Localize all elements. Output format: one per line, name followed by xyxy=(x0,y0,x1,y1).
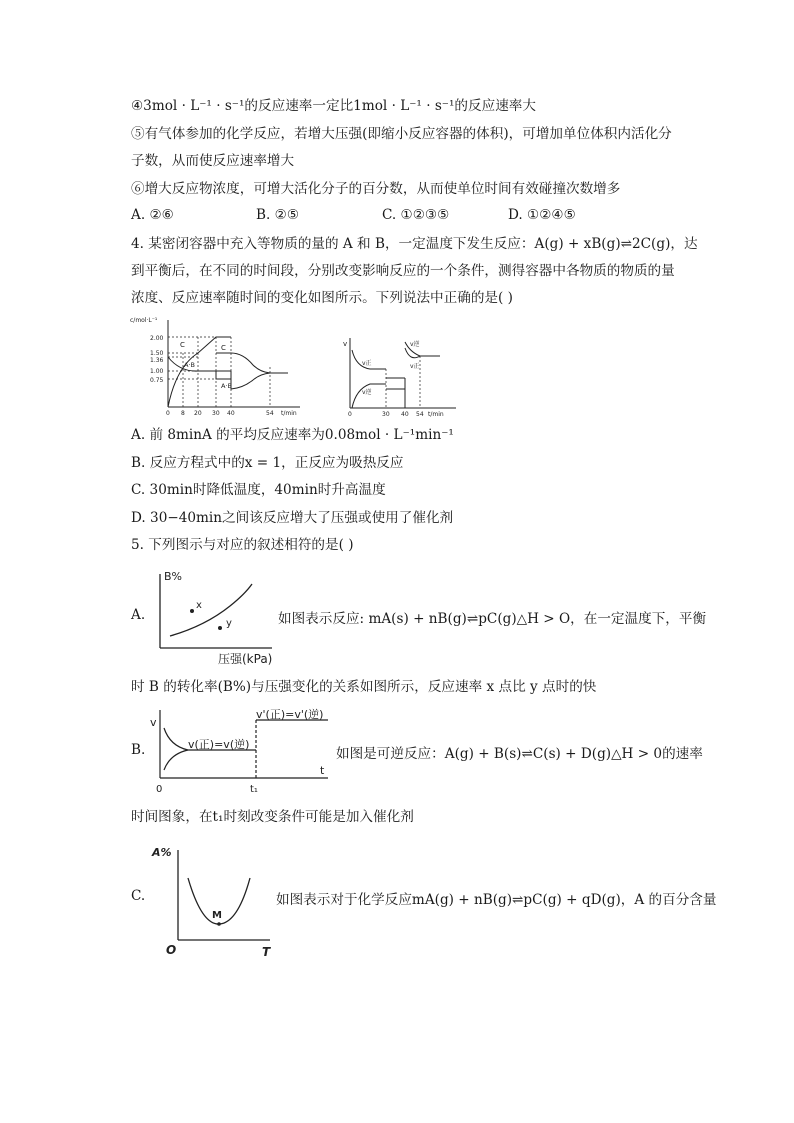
q4-stem-line1: 4. 某密闭容器中充入等物质的量的 A 和 B，一定温度下发生反应：A(g) + xB(g)⇌2C(g)，达 xyxy=(131,236,698,252)
q4-stem-line3: 浓度、反应速率随时间的变化如图所示。下列说法中正确的是( ) xyxy=(131,290,513,306)
q4-fig1-xtick: 8 xyxy=(181,410,185,417)
q5-option-c-label: C. xyxy=(131,888,146,904)
q4-fig2-xtick: 40 xyxy=(401,411,409,418)
q5-option-c-text1: 如图表示对于化学反应mA(g) + nB(g)⇌pC(g) + qD(g)，A 的百分含量 xyxy=(276,892,717,908)
item-4-text: ④3mol · L⁻¹ · s⁻¹的反应速率一定比1mol · L⁻¹ · s⁻¹的反应速率大 xyxy=(131,98,536,114)
q5-option-b-label: B. xyxy=(131,742,146,758)
q5-b-xlabel: t xyxy=(320,764,325,777)
q5-c-point-m: M xyxy=(212,910,222,921)
q5-c-graph xyxy=(150,838,278,960)
q3-option-b: B. ②⑤ xyxy=(256,207,300,223)
q4-fig1-ytick: 1.36 xyxy=(150,357,164,364)
item-5-text-line1: ⑤有气体参加的化学反应，若增大压强(即缩小反应容器的体积)，可增加单位体积内活化分 xyxy=(131,126,672,142)
q4-fig2-xtick: 54 xyxy=(416,411,424,418)
q5-stem: 5. 下列图示与对应的叙述相符的是( ) xyxy=(131,537,354,553)
q4-fig1-curve-label: C xyxy=(180,341,185,349)
q4-fig1-curve-label: A·B xyxy=(184,361,195,369)
q4-fig2-xtick: 0 xyxy=(348,411,352,418)
q5-a-point-x: x xyxy=(196,600,202,611)
q5-a-xlabel: 压强(kPa) xyxy=(218,652,273,666)
q4-fig1-xtick: 54 xyxy=(266,410,274,417)
q5-c-ylabel: A% xyxy=(152,846,172,859)
q5-b-graph xyxy=(148,706,338,802)
q5-a-ylabel: B% xyxy=(164,570,182,583)
q4-fig1-curve-label: C xyxy=(221,344,226,352)
q5-option-b-text2: 时间图象，在t₁时刻改变条件可能是加入催化剂 xyxy=(131,809,414,825)
item-5-text-line2: 子数，从而使反应速率增大 xyxy=(131,153,295,169)
q5-option-a-text2: 时 B 的转化率(B%)与压强变化的关系如图所示，反应速率 x 点比 y 点时的快 xyxy=(131,679,597,695)
q4-fig1-ytick: 2.00 xyxy=(150,335,164,342)
q4-fig1-xlabel: t/min xyxy=(281,410,297,417)
q4-fig1-ytick: 0.75 xyxy=(150,377,164,384)
q4-fig2-curve-label: v正 xyxy=(410,363,420,370)
q3-option-d: D. ①②④⑤ xyxy=(508,207,576,223)
q5-b-ylabel: v xyxy=(150,716,157,729)
q4-fig2-curve-label: v逆 xyxy=(362,389,372,396)
q4-fig2-xtick: 30 xyxy=(382,411,390,418)
q5-a-point-y: y xyxy=(226,618,232,629)
q4-option-d: D. 30−40min之间该反应增大了压强或使用了催化剂 xyxy=(131,510,454,526)
item-6-text: ⑥增大反应物浓度，可增大活化分子的百分数，从而使单位时间有效碰撞次数增多 xyxy=(131,181,621,197)
q3-option-a: A. ②⑥ xyxy=(131,207,174,223)
q4-fig1-xtick: 0 xyxy=(166,410,170,417)
q4-concentration-graph xyxy=(128,312,306,418)
q5-b-equilibrium-label: v(正)=v(逆) xyxy=(188,738,250,751)
q4-option-c: C. 30min时降低温度，40min时升高温度 xyxy=(131,482,386,498)
q4-fig1-curve-label: A·B xyxy=(221,382,232,390)
q3-option-c: C. ①②③⑤ xyxy=(382,207,450,223)
q4-fig1-xtick: 30 xyxy=(212,410,220,417)
q4-option-b: B. 反应方程式中的x = 1，正反应为吸热反应 xyxy=(131,455,404,471)
q4-fig1-ytick: 1.00 xyxy=(150,368,164,375)
q4-fig2-curve-label: v正 xyxy=(362,360,372,367)
q5-a-graph xyxy=(150,566,280,668)
q4-fig1-xtick: 40 xyxy=(227,410,235,417)
q4-option-a: A. 前 8minA 的平均反应速率为0.08mol · L⁻¹min⁻¹ xyxy=(131,427,454,443)
q4-stem-line2: 到平衡后，在不同的时间段，分别改变影响反应的一个条件，测得容器中各物质的物质的量 xyxy=(131,263,675,279)
q5-c-origin: O xyxy=(166,943,177,957)
q5-option-a-text1: 如图表示反应: mA(s) + nB(g)⇌pC(g)△H > O，在一定温度下，平衡 xyxy=(278,611,707,627)
q5-c-xlabel: T xyxy=(262,945,271,959)
q5-b-new-equilibrium-label: v'(正)=v'(逆) xyxy=(256,708,324,721)
q4-fig2-xlabel: t/min xyxy=(428,411,444,418)
q4-fig2-curve-label: v逆 xyxy=(410,341,420,348)
q5-option-a-label: A. xyxy=(131,607,146,623)
q4-fig1-ytick: 1.50 xyxy=(150,350,164,357)
q4-rate-graph xyxy=(340,332,460,418)
q5-b-origin: 0 xyxy=(156,784,163,795)
q4-fig1-ylabel: c/mol·L⁻¹ xyxy=(130,317,158,324)
q5-option-b-text1: 如图是可逆反应：A(g) + B(s)⇌C(s) + D(g)△H > 0的速率 xyxy=(336,746,703,762)
q5-b-t1: t₁ xyxy=(250,784,258,795)
q4-fig1-xtick: 20 xyxy=(194,410,202,417)
q4-fig2-ylabel: v xyxy=(343,340,348,348)
